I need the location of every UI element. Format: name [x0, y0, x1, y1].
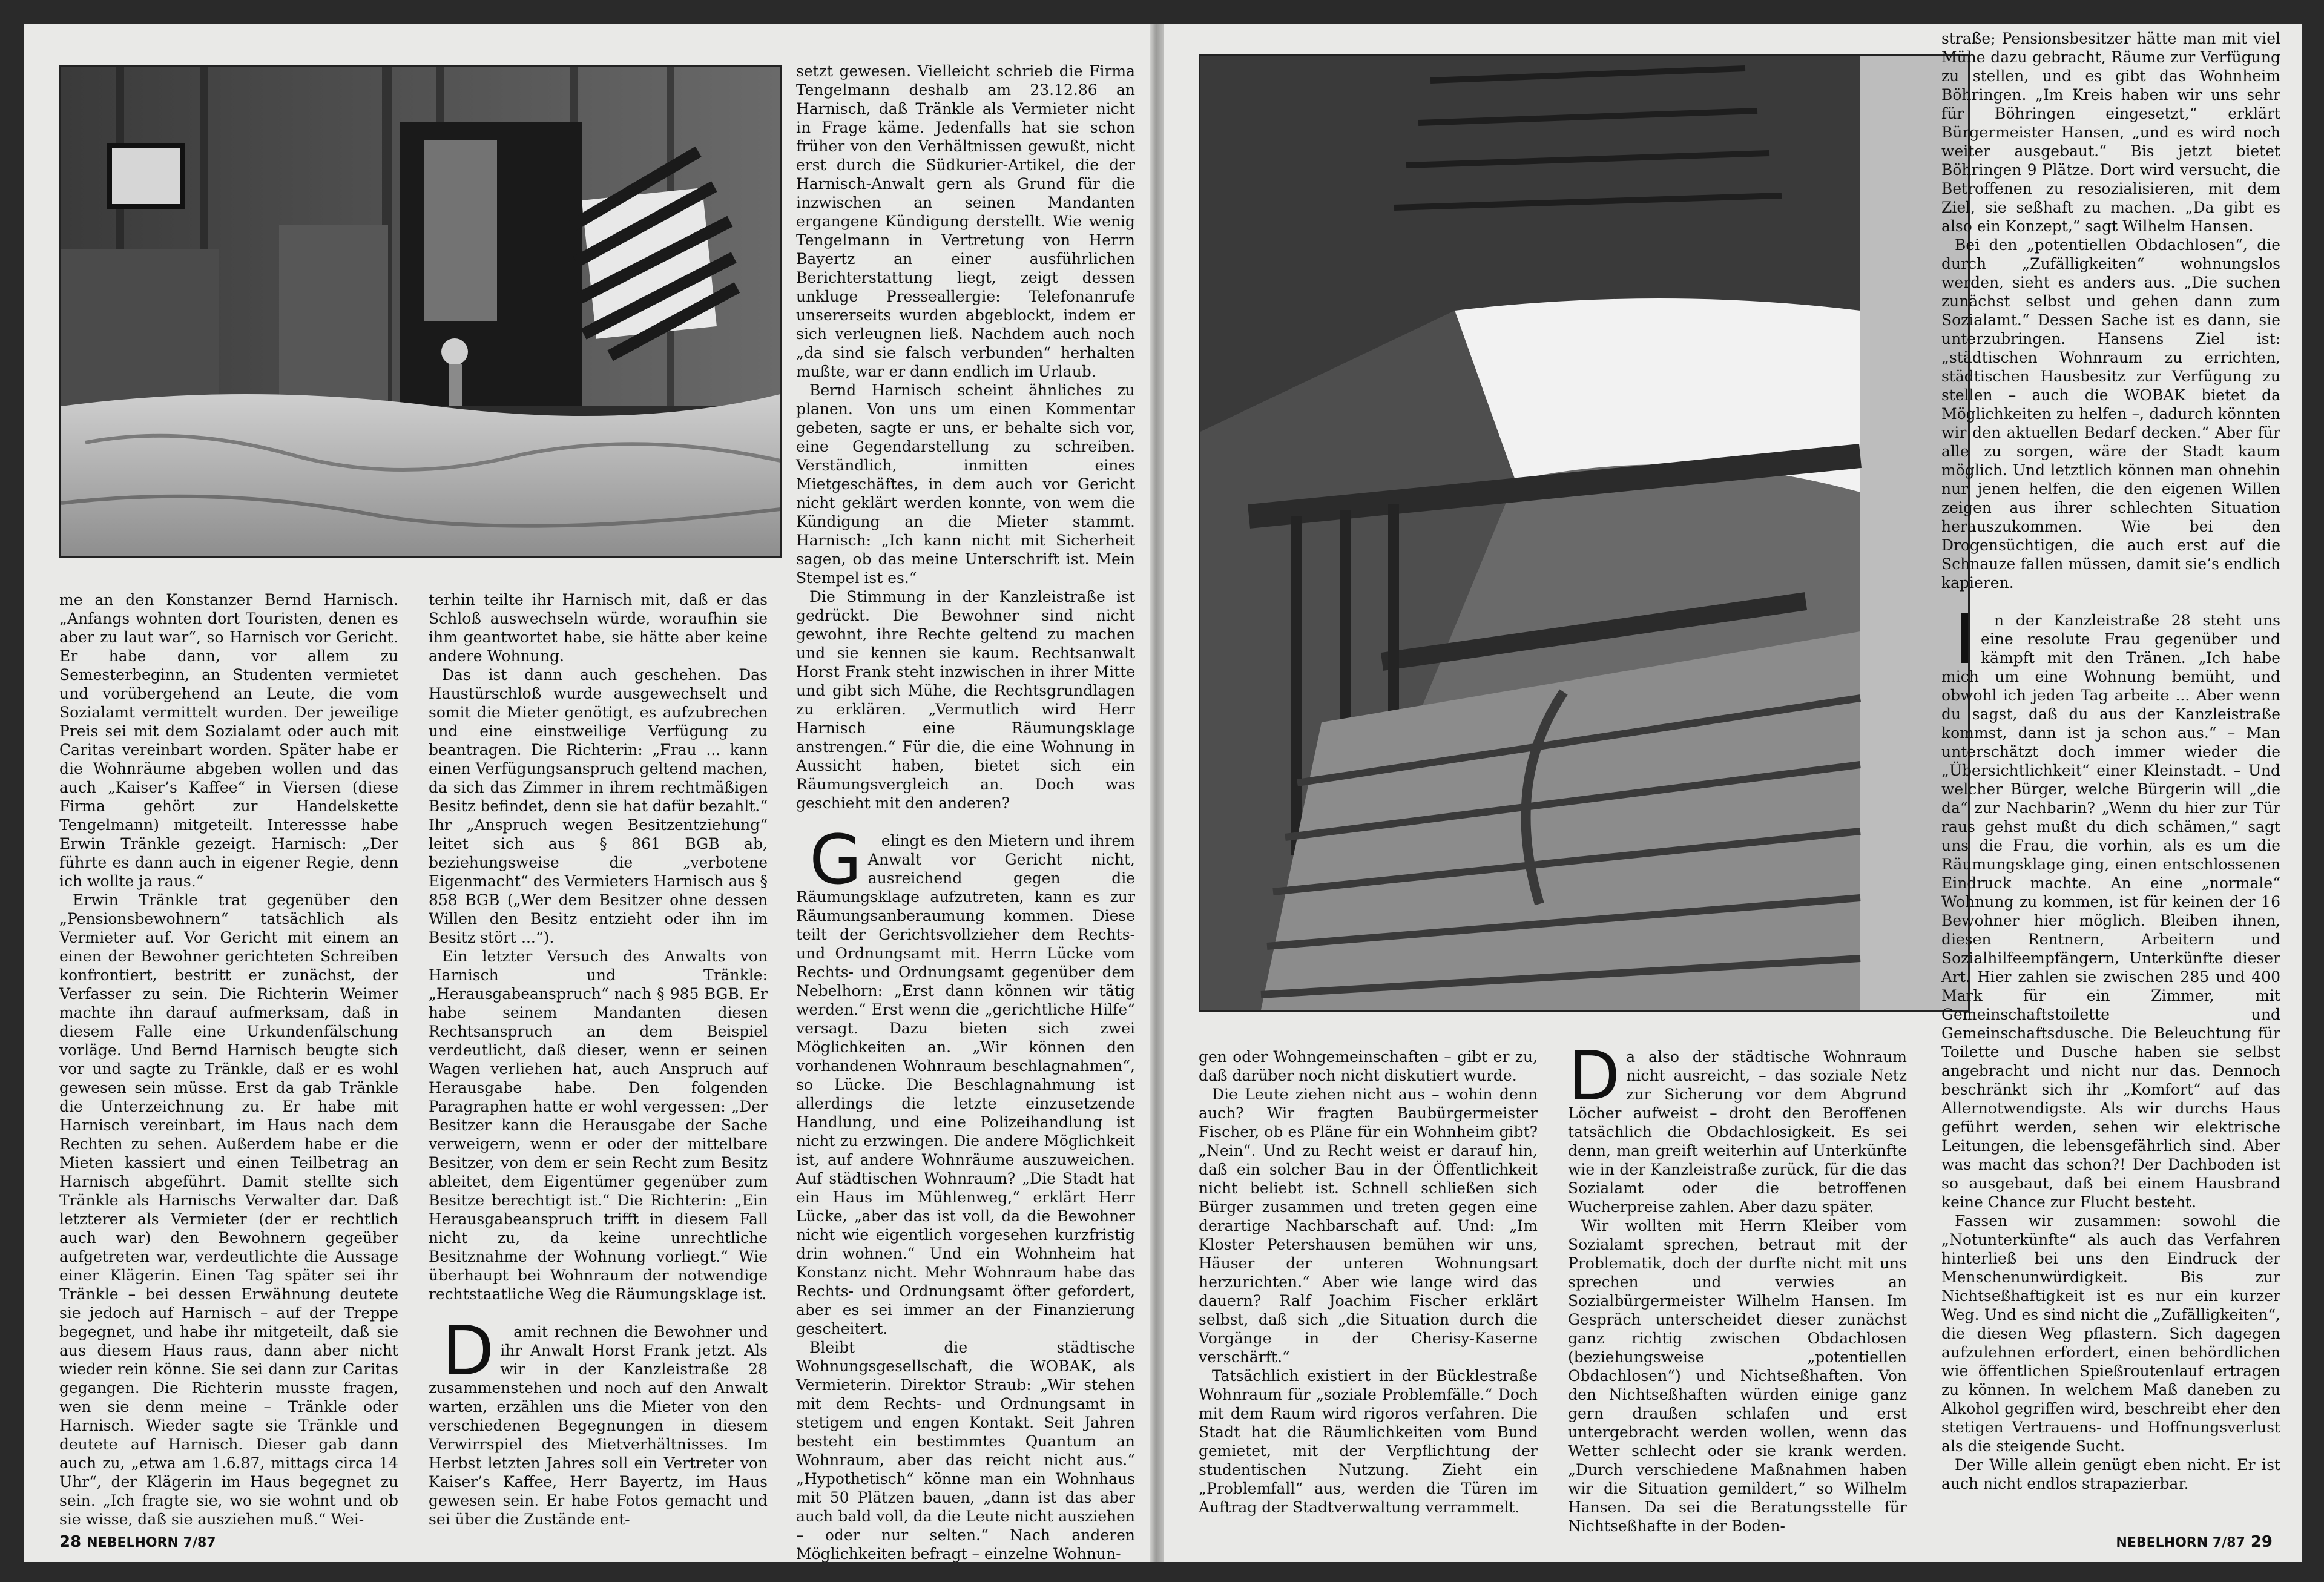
paragraph: gen oder Wohngemeinschaften – gibt er zu, daß darüber noch nicht diskutiert wurde. [1199, 1048, 1538, 1084]
paragraph: straße; Pensionsbesitzer hätte man mit viel Mühe dazu gebracht, Räume zur Verfügung zu stellen, und es gibt das Wohnheim Böhringen. „Im Kreis haben wir uns sehr für Böhringen eingesetzt,“ erklärt Bürgermeister Hansen, „und es wird noch weiter ausgebaut.“ Bis jetzt bietet Böhringen 9 Plätze. Dort wird versucht, die Betroffenen zu resozialisieren, mit dem Ziel, sie seßhaft zu machen. „Da gibt es also ein Konzept,“ sagt Wilhelm Hansen. [1941, 30, 2280, 235]
staircase-photo-image [1200, 56, 1968, 1010]
paragraph: Wir wollten mit Herrn Kleiber vom Sozialamt sprechen, betraut mit der Problematik, doch der durfte nicht mit uns sprechen und verwies an Sozialbürgermeister Wilhelm Hansen. Im Gespräch unterscheidet dieser zunächst ganz richtig zwischen Obdachlosen (beziehungsweise „potentiellen Obdachlosen“) und Nichtseßhaften. Von den Nichtseßhaften würden einige ganz gern draußen schlafen und erst untergebracht werden wollen, wenn das Wetter schlecht oder sie krank werden. „Durch verschiedene Maßnahmen haben wir die Situation gemildert,“ so Wilhelm Hansen. Da sei die Beratungsstelle für Nichtseßhafte in der Boden- [1568, 1217, 1907, 1535]
page-right [1164, 24, 2302, 1562]
paragraph: Die Stimmung in der Kanzleistraße ist gedrückt. Die Bewohner sind nicht gewohnt, ihre Rechte geltend zu machen und sie kennen sie kaum. Rechtsanwalt Horst Frank steht inzwischen in ihrer Mitte und gibt sich Mühe, die Rechtsgrundlagen zu erklären. „Vermutlich wird Herr Harnisch eine Räumungsklage anstrengen.“ Für die, die eine Wohnung in Aussicht haben, bietet sich ein Räumungsvergleich an. Doch was geschieht mit den anderen? [796, 588, 1135, 812]
paragraph: Bleibt die städtische Wohnungsgesellschaft, die WOBAK, als Vermieterin. Direktor Straub: „Wir stehen mit dem Rechts- und Ordnungsamt in stetigem und engen Kontakt. Seit Jahren besteht ein bestimmtes Quantum an Wohnraum, aber das reicht nicht aus.“ „Hypothetisch“ könne man ein Wohnhaus mit 50 Plätzen bauen, „dann ist das aber auch bald voll, da die Leute nicht ausziehen – oder nur selten.“ Nach anderen Möglichkeiten befragt – einzelne Wohnun- [796, 1339, 1135, 1562]
left-column-3 [796, 62, 1135, 1562]
right-column-2 [1568, 1037, 1907, 1535]
paragraph: Ein letzter Versuch des Anwalts von Harnisch und Tränkle: „Herausgabeanspruch“ nach § 985 BGB. Er habe seinem Mandanten diesen Rechtsanspruch an dem Beispiel verdeutlicht, daß dieser, wenn er seinen Wagen verliehen hat, auch Anspruch auf Herausgabe habe. Den folgenden Paragraphen hatte er wohl vergessen: „Der Besitzer kann die Herausgabe der Sache verweigern, wenn er oder der mittelbare Besitzer, von dem er sein Recht zum Besitz ableitet, dem Eigentümer gegenüber zum Besitze berechtigt ist.“ Die Richterin: „Ein Herausgabeanspruch trifft in diesem Fall nicht zu, da keine unrechtliche Besitznahme der Wohnung vorliegt.“ Wie überhaupt bei Wohnraum der notwendige rechtstaatliche Weg die Räumungsklage ist. [429, 948, 768, 1303]
paragraph: Die Leute ziehen nicht aus – wohin denn auch? Wir fragten Baubürgermeister Fischer, ob es Pläne für ein Wohnheim gibt? „Nein“. Und zu Recht weist er darauf hin, daß ein solcher Bau in der Öffentlichkeit nicht beliebt ist. Schnell schließen sich Bürger zusammen und treten gegen eine derartige Nachbarschaft auf. Und: „Im Kloster Petershausen bemühen wir uns, Häuser der unteren Wohnungsart herzurichten.“ Aber wie lange wird das dauern? Ralf Joachim Fischer erklärt selbst, daß sich „die Situation durch die Vorgänge in der Cherisy-Kaserne verschärft.“ [1199, 1086, 1538, 1366]
photo-room-interior [59, 65, 782, 558]
page-number: 29 [2250, 1533, 2273, 1551]
left-column-2 [429, 590, 768, 1529]
magazine-issue: NEBELHORN 7/87 [87, 1535, 216, 1551]
paragraph-dropcap: I n der Kanzleistraße 28 steht uns eine resolute Frau gegenüber und kämpft mit den Tränen. „Ich habe mich um eine Wohnung bemüht, und obwohl ich jeden Tag arbeite ... Aber wenn du sagst, daß du aus der Kanzleistraße kommst, dann ist ja schon aus.“ – Man unterschätzt doch immer wieder die „Übersichtlichkeit“ einer Kleinstadt. – Und welcher Bürger, welche Bürgerin will „die da“ zur Nachbarin? „Wenn du hier zur Tür raus gehst mußt du dich schämen,“ sagt uns die Frau, die vorhin, als es um die Räumungsklage ging, einen entschlossenen Eindruck machte. An eine „normale“ Wohnung zu kommen, ist für keinen der 16 Bewohner hier möglich. Bleiben ihnen, diesen Rentnern, Arbeitern und Sozialhilfeempfängern, Unterkünfte dieser Art. Hier zahlen sie zwischen 285 und 400 Mark für ein Zimmer, mit Gemeinschaftstoilette und Gemeinschaftsdusche. Die Beleuchtung für Toilette und Dusche haben sie selbst angebracht und nicht nur das. Dennoch beschränkt sich ihr „Komfort“ auf das Allernotwendigste. Als wir durchs Haus geführt werden, sehen wir elektrische Leitungen, die lebensgefährlich sind. Aber was macht das schon?! Der Dachboden ist so ausgebaut, daß bei einem Hausbrand keine Chance zur Flucht besteht. [1941, 601, 2280, 1211]
paragraph: Erwin Tränkle trat gegenüber den „Pensionsbewohnern“ tatsächlich als Vermieter auf. Vor Gericht mit einem an einen der Bewohner gerichteten Schreiben konfrontiert, bestritt er zunächst, der Verfasser zu sein. Die Richterin Weimer machte ihn darauf aufmerksam, daß in diesem Falle eine Urkundenfälschung vorläge. Und Bernd Harnisch beugte sich vor und sagte zu Tränkle, daß er es wohl gewesen sein müsse. Erst da gab Tränkle die Unterzeichnung zu. Er habe mit Harnisch vereinbart, im Haus nach dem Rechten zu sehen. Außerdem habe er die Mieten kassiert und einen Teilbetrag an Harnisch abgeführt. Damit stellte sich Tränkle als Harnischs Verwalter dar. Daß letzterer als Vermieter (der er rechtlich auch war) den Bewohnern gegeüber aufgetreten war, verdeutlichte die Aussage einer Klägerin. Einen Tag später sei ihr Tränkle – bei dessen Erwähnung deutete sie jedoch auf Harnisch – auf der Treppe begegnet, und habe ihr mitgeteilt, daß sie aus diesem Haus raus, dann aber nicht wieder rein könne. Sie sei dann zur Caritas gegangen. Die Richterin musste fragen, wen sie denn meine – Tränkle oder Harnisch. Wieder sagte sie Tränkle und deutete auf Harnisch. Dieser gab dann auch zu, „etwa am 1.6.87, mittags circa 14 Uhr“, der Klägerin im Haus begegnet zu sein. „Ich fragte sie, wo sie wohnt und ob sie wisse, daß sie ausziehen muß.“ Wei- [59, 891, 398, 1528]
folio-left [59, 1533, 216, 1551]
paragraph: Das ist dann auch geschehen. Das Haustürschloß wurde ausgewechselt und somit die Mieter genötigt, es aufzubrechen und eine einstweilige Verfügung zu beantragen. Die Richterin: „Frau ... kann einen Verfügungsanspruch geltend machen, da sich das Zimmer in ihrem rechtmäßigen Besitz befindet, denn sie hat dafür bezahlt.“ Ihr „Anspruch wegen Besitzentziehung“ leitet sich aus § 861 BGB ab, beziehungsweise die „verbotene Eigenmacht“ des Vermieters Harnisch aus § 858 BGB („Wer dem Besitzer ohne dessen Willen den Besitz entzieht oder ihn im Besitz stört ...“). [429, 666, 768, 946]
paragraph: Der Wille allein genügt eben nicht. Er ist auch nicht endlos strapazierbar. [1941, 1456, 2280, 1492]
drop-cap: D [1568, 1037, 1621, 1116]
right-column-3 [1941, 29, 2280, 1493]
drop-cap: G [809, 821, 862, 900]
paragraph: Tatsächlich existiert in der Bücklestraße Wohnraum für „soziale Problemfälle.“ Doch mit dem Raum wird rigoros verfahren. Die Stadt hat die Räumlichkeiten vom Bund gemietet, mit der Verpflichtung der studentischen Nutzung. Zieht ein „Problemfall“ aus, werden die Türen im Auftrag der Stadtverwaltung verrammelt. [1199, 1367, 1538, 1516]
drop-cap: I [1955, 601, 1975, 679]
paragraph-dropcap: G elingt es den Mietern und ihrem Anwalt vor Gericht nicht, ausreichend gegen die Räumungsklage aufzutreten, kann es zur Räumungsanberaumung kommen. Diese teilt der Gerichtsvollzieher dem Rechts- und Ordnungsamt mit. Herrn Lücke vom Rechts- und Ordnungsamt gegenüber dem Nebelhorn: „Erst dann können wir tätig werden.“ Erst wenn die „gerichtliche Hilfe“ versagt. Dazu bieten sich zwei Möglichkeiten an. „Wir können den vorhandenen Wohnraum beschlagnahmen“, so Lücke. Die Beschlagnahmung ist allerdings die letzte einzusetzende Handlung, und eine Polizeihandlung ist nicht zu erzwingen. Die andere Möglichkeit ist, auf andere Wohnräume auszuweichen. Auf städtischen Wohnraum? „Die Stadt hat ein Haus im Mühlenweg,“ erklärt Herr Lücke, „aber das ist voll, da die Bewohner nicht wie eigentlich vorgesehen kurzfristig drin wohnen.“ Und ein Wohnheim hat Konstanz nicht. Mehr Wohnraum habe das Rechts- und Ordnungsamt öfter gefordert, aber es sei immer an der Finanzierung gescheitert. [796, 821, 1135, 1337]
right-column-1 [1199, 1047, 1538, 1517]
paragraph: me an den Konstanzer Bernd Harnisch. „Anfangs wohnten dort Touristen, denen es aber zu laut war“, so Harnisch vor Gericht. Er habe dann, vor allem zu Semesterbeginn, an Studenten vermietet und vorübergehend an Leute, die vom Sozialamt vermittelt wurden. Der jeweilige Preis sei mit dem Sozialamt oder auch mit Caritas vereinbart worden. Später habe er die Wohnräume abgeben wollen und das auch „Kaiser’s Kaffee“ in Viersen (diese Firma gehört zur Handelskette Tengelmann) mitgeteilt. Interessse habe Erwin Tränkle gezeigt. Harnisch: „Der führte es dann auch in eigener Regie, denn ich wollte ja raus.“ [59, 591, 398, 890]
photo-staircase [1199, 54, 1970, 1012]
page-left [24, 24, 1150, 1562]
drop-cap: D [442, 1312, 495, 1391]
paragraph: terhin teilte ihr Harnisch mit, daß er das Schloß auswechseln würde, woraufhin sie ihm geantwortet habe, sie hätte aber keine andere Wohnung. [429, 591, 768, 665]
room-photo-image [61, 67, 780, 556]
paragraph: setzt gewesen. Vielleicht schrieb die Firma Tengelmann deshalb am 23.12.86 an Harnisch, daß Tränkle als Vermieter nicht in Frage käme. Jedenfalls hat sie schon früher von den Verhältnissen gewußt, nicht erst durch die Südkurier-Artikel, die der Harnisch-Anwalt gern als Grund für die inzwischen an seinen Mandanten ergangene Kündigung derstellt. Wie wenig Tengelmann in Vertretung von Herrn Bayertz an einer ausführlichen Berichterstattung liegt, zeigt dessen unkluge Presseallergie: Telefonanrufe unsererseits wurden abgeblockt, indem er sich verleugnen ließ. Nachdem auch noch „da sind sie falsch verbunden“ herhalten mußte, war er dann endlich im Urlaub. [796, 62, 1135, 380]
paragraph-dropcap: D amit rechnen die Bewohner und ihr Anwalt Horst Frank jetzt. Als wir in der Kanzleistraße 28 zusammenstehen und noch auf den Anwalt warten, erzählen uns die Mieter von den verschiedenen Begegnungen in diesem Verwirrspiel des Mietverhältnisses. Im Herbst letzten Jahres soll ein Vertreter von Kaiser’s Kaffee, Herr Bayertz, im Haus gewesen sein. Er habe Fotos gemacht und sei über die Zustände ent- [429, 1312, 768, 1528]
left-column-1 [59, 590, 398, 1529]
paragraph-dropcap: Da also der städtische Wohnraum nicht ausreicht, – das soziale Netz zur Sicherung vor dem Abgrund Löcher aufweist – droht den Beroffenen tatsächlich die Obdachlosigkeit. Es sei denn, man greift weiterhin auf Unterkünfte wie in der Kanzleistraße zurück, für die das Sozialamt oder die betroffenen Wucherpreise zahlen. Aber dazu später. [1568, 1037, 1907, 1216]
paragraph: Bei den „potentiellen Obdachlosen“, die durch „Zufälligkeiten“ wohnungslos werden, sieht es anders aus. „Die suchen zunächst selbst und gehen dann zum Sozialamt.“ Dessen Sache ist es dann, sie unterzubringen. Hansens Ziel ist: „städtischen Wohnraum zu errichten, städtischen Hausbesitz zur Verfügung zu stellen – auch die WOBAK bietet da Möglichkeiten zu helfen –, dadurch könnten wir den aktuellen Bedarf decken.“ Aber für alle zu sorgen, wäre der Stadt kaum möglich. Und letztlich können man ohnehin nur jenen helfen, die den eigenen Willen zeigen aus ihrer schlechten Situation herauszukommen. Wie bei den Drogensüchtigen, die auch erst auf die Schnauze fallen müssen, damit sie’s endlich kapieren. [1941, 236, 2280, 592]
paragraph: Bernd Harnisch scheint ähnliches zu planen. Von uns um einen Kommentar gebeten, sagte er uns, er behalte sich vor, eine Gegendarstellung zu schreiben. Verständlich, inmitten eines Mietgeschäftes, in dem auch vor Gericht nicht geklärt werden konnte, von wem die Kündigung an die Mieter stammt. Harnisch: „Ich kann nicht mit Sicherheit sagen, ob das meine Unterschrift ist. Mein Stempel ist es.“ [796, 381, 1135, 587]
folio-right [2116, 1533, 2273, 1551]
paragraph: Fassen wir zusammen: sowohl die „Notunterkünfte“ als auch das Verfahren hinterließ bei uns den Eindruck der Menschenunwürdigkeit. Bis zur Nichtseßhaftigkeit ist es nur ein kurzer Weg. Und es sind nicht die „Zufälligkeiten“, die diesen Weg pflastern. Sich dagegen aufzulehnen erfordert, einen behördlichen wie öffentlichen Spießroutenlauf ertragen zu können. In welchem Maß daneben zu Alkohol gegriffen wird, beschreibt eher den stetigen Vertrauens- und Hoffnungsverlust als die steigende Sucht. [1941, 1212, 2280, 1455]
page-number: 28 [59, 1533, 82, 1551]
binding-gutter [1150, 24, 1164, 1562]
magazine-issue: NEBELHORN 7/87 [2116, 1535, 2245, 1551]
